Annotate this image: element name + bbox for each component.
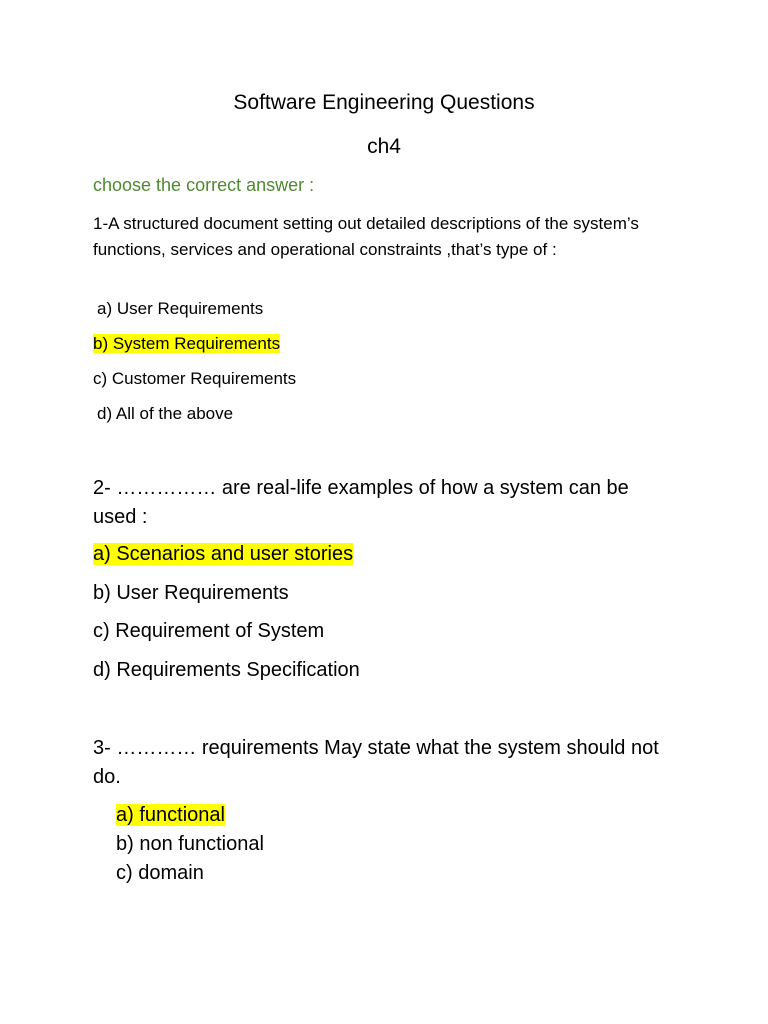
question-2-option-a-highlighted: a) Scenarios and user stories (93, 543, 354, 565)
question-2-text: 2- …………… are real-life examples of how a system can be used : (93, 477, 629, 528)
question-2-option-b: b) User Requirements (93, 582, 289, 604)
document-title: Software Engineering Questions (233, 91, 535, 114)
question-3-option-a-highlighted: a) functional (116, 804, 225, 826)
question-1-option-b-highlighted: b) System Requirements (93, 334, 281, 353)
question-3-text: 3- ………… requirements May state what the system should not do. (93, 737, 659, 788)
question-1-text: 1-A structured document setting out detailed descriptions of the system’s functions, services and operational constraints ,that’s type of : (93, 214, 639, 259)
question-3-option-c: c) domain (116, 862, 204, 884)
question-1-option-d: d) All of the above (97, 404, 234, 423)
question-2-option-c: c) Requirement of System (93, 620, 325, 642)
question-1-option-c: c) Customer Requirements (93, 369, 297, 388)
chapter-label: ch4 (367, 135, 401, 158)
question-3-option-b: b) non functional (116, 833, 264, 855)
question-2-option-d: d) Requirements Specification (93, 659, 360, 681)
instruction-text: choose the correct answer : (93, 175, 315, 195)
question-1-option-a: a) User Requirements (97, 299, 264, 318)
